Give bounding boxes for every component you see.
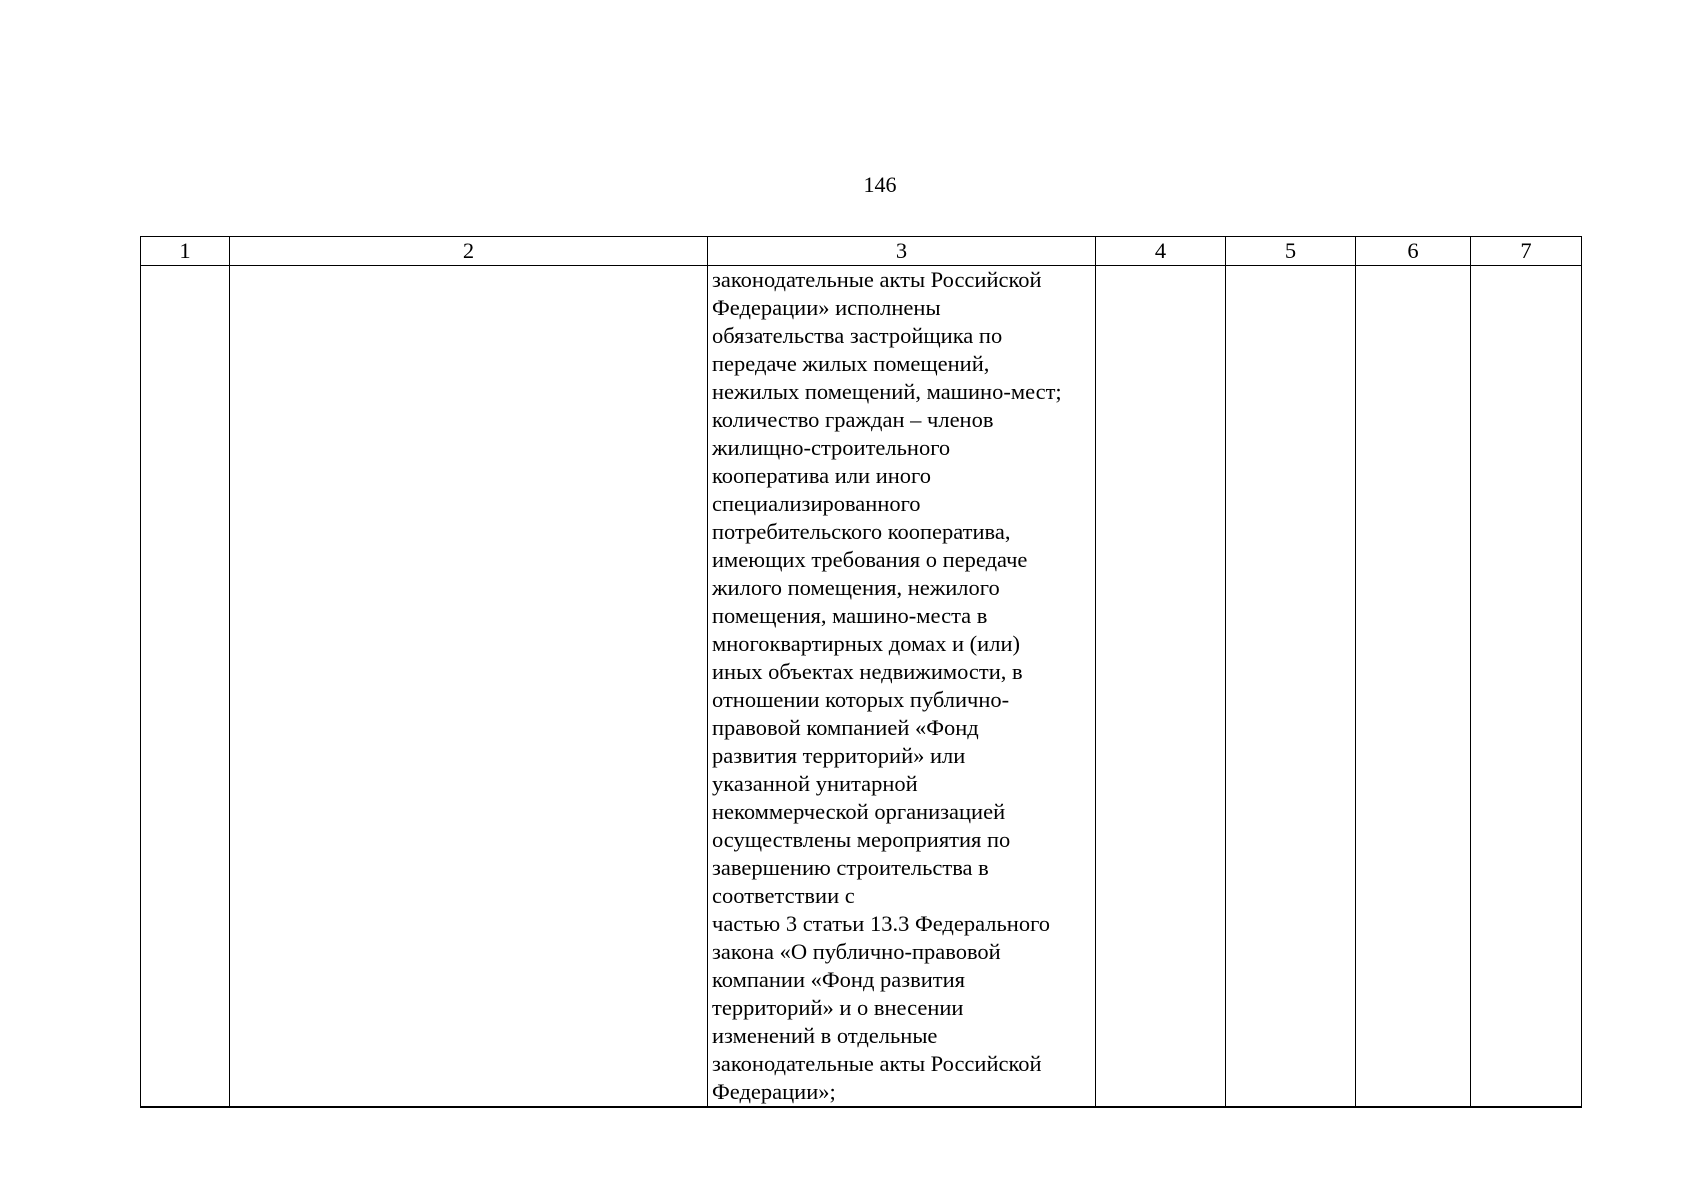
document-table — [140, 236, 1582, 1108]
page-number: 146 — [863, 172, 897, 197]
text-line: жилого помещения, нежилого — [712, 575, 1000, 600]
text-line: передаче жилых помещений, — [712, 351, 990, 376]
table-row — [141, 266, 1582, 1108]
text-line: помещения, машино-места в — [712, 603, 988, 628]
cell-col5 — [1226, 266, 1356, 1108]
text-line: отношении которых публично- — [712, 687, 1010, 712]
text-line: соответствии с — [712, 883, 855, 908]
text-line: Федерации» исполнены — [712, 295, 941, 320]
cell-col7 — [1471, 266, 1582, 1108]
text-line: законодательные акты Российской — [712, 267, 1042, 292]
text-line: правовой компанией «Фонд — [712, 715, 979, 740]
text-line: нежилых помещений, машино-мест; — [712, 379, 1062, 404]
text-line: кооператива или иного — [712, 463, 931, 488]
text-line: Федерации»; — [712, 1079, 836, 1104]
text-line: изменений в отдельные — [712, 1023, 938, 1048]
column-header-1: 1 — [141, 237, 230, 266]
text-line: завершению строительства в — [712, 855, 989, 880]
column-header-5: 5 — [1226, 237, 1356, 266]
text-line: компании «Фонд развития — [712, 967, 966, 992]
text-line: закона «О публично-правовой — [712, 939, 1001, 964]
text-line: имеющих требования о передаче — [712, 547, 1028, 572]
text-line: количество граждан – членов — [712, 407, 994, 432]
column-header-4: 4 — [1096, 237, 1226, 266]
text-line: территорий» и о внесении — [712, 995, 964, 1020]
cell-col4 — [1096, 266, 1226, 1108]
text-line: указанной унитарной — [712, 771, 918, 796]
text-line: иных объектах недвижимости, в — [712, 659, 1023, 684]
column-header-3: 3 — [708, 237, 1096, 266]
text-line: некоммерческой организацией — [712, 799, 1006, 824]
text-line: осуществлены мероприятия по — [712, 827, 1011, 852]
text-line: специализированного — [712, 491, 921, 516]
cell-col2 — [230, 266, 708, 1108]
column-header-7: 7 — [1471, 237, 1582, 266]
cell-col3 — [708, 266, 1096, 1108]
text-line: частью 3 статьи 13.3 Федерального — [712, 911, 1050, 936]
column-header-2: 2 — [230, 237, 708, 266]
text-line: обязательства застройщика по — [712, 323, 1003, 348]
text-line: жилищно-строительного — [712, 435, 951, 460]
cell-col6 — [1356, 266, 1471, 1108]
header-row — [141, 237, 1582, 266]
text-line: потребительского кооператива, — [712, 519, 1011, 544]
cell-col1 — [141, 266, 230, 1108]
column-header-6: 6 — [1356, 237, 1471, 266]
text-line: законодательные акты Российской — [712, 1051, 1042, 1076]
text-line: многоквартирных домах и (или) — [712, 631, 1020, 656]
text-line: развития территорий» или — [712, 743, 966, 768]
